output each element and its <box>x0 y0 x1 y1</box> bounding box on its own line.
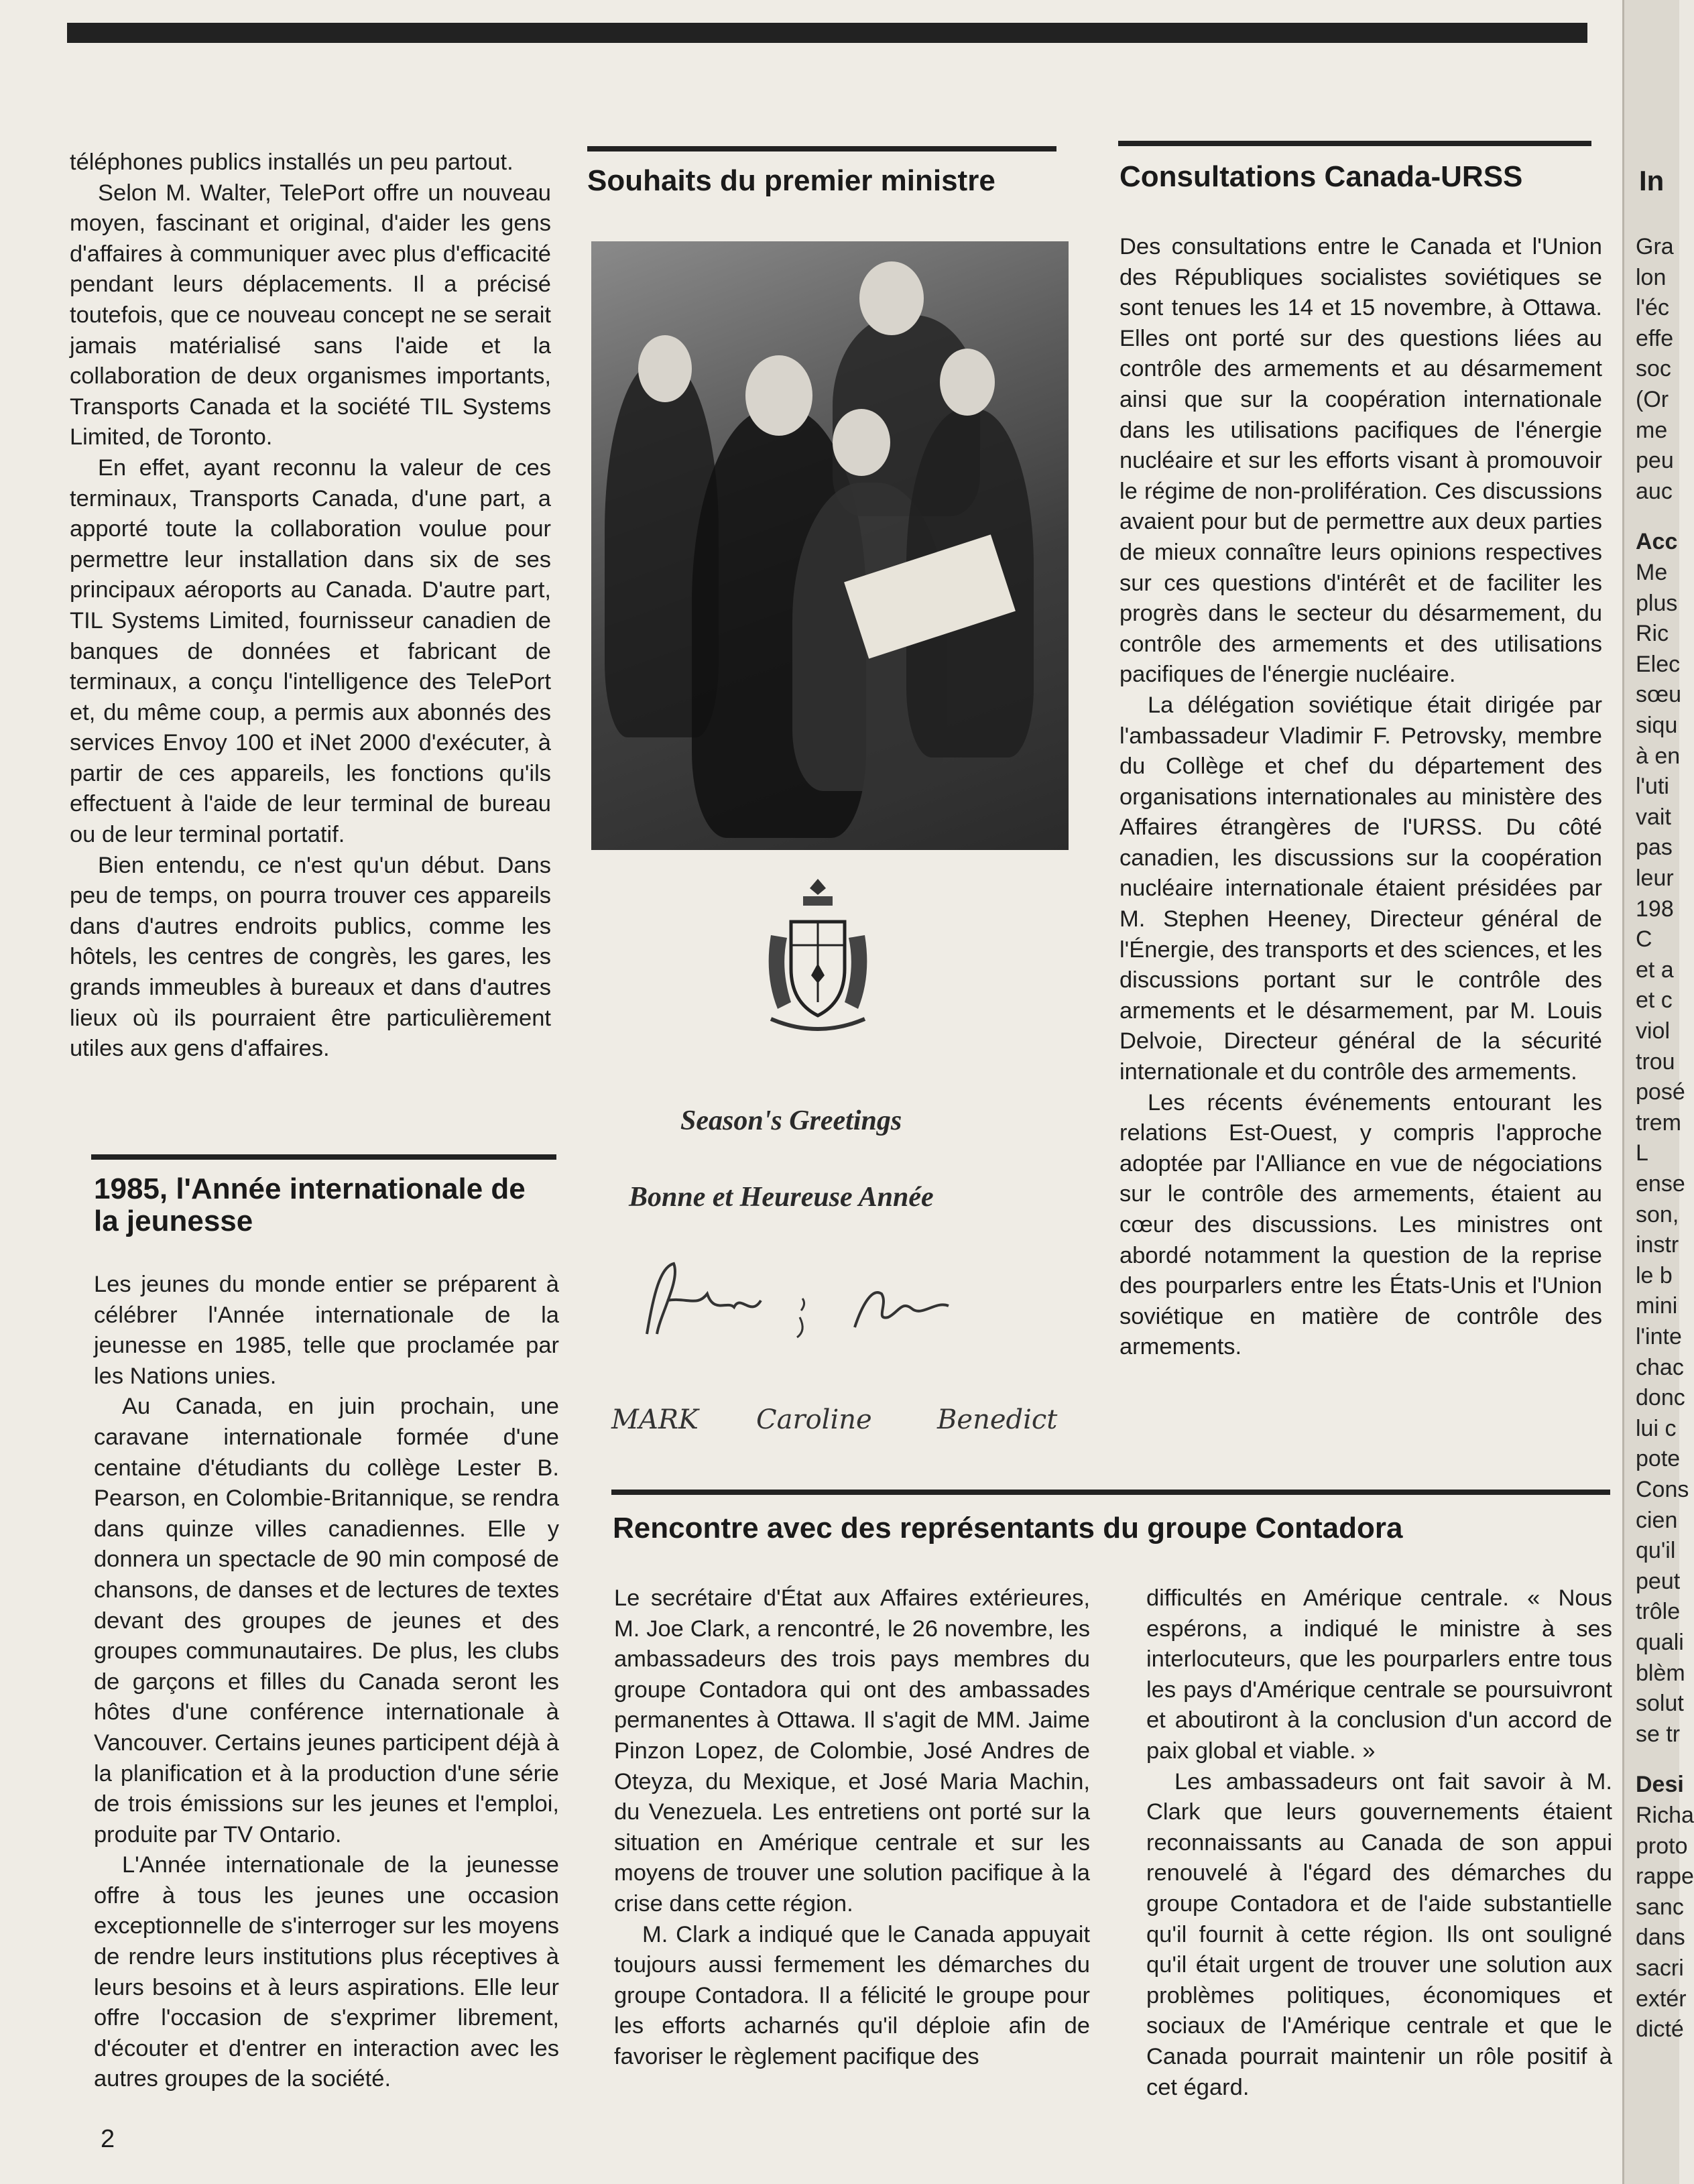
edge-text-line: qu'il <box>1636 1538 1676 1564</box>
family-photo <box>591 241 1069 850</box>
edge-text-line: solut <box>1636 1691 1684 1717</box>
edge-text-line: trem <box>1636 1109 1681 1136</box>
edge-text-line: Richa <box>1636 1803 1694 1828</box>
edge-text-line: et a <box>1636 957 1674 983</box>
paragraph: téléphones publics installés un peu partout. <box>70 149 513 175</box>
edge-text-line: Gra <box>1636 234 1674 259</box>
signature-caroline: Caroline <box>756 1404 872 1435</box>
edge-text-line: trou <box>1636 1048 1675 1075</box>
edge-text-line: auc <box>1636 478 1673 504</box>
edge-heading: In <box>1639 165 1665 196</box>
section-rule <box>91 1154 556 1160</box>
edge-text-line: se tr <box>1636 1721 1681 1747</box>
paragraph: Bien entendu, ce n'est qu'un début. Dans peu de temps, on pourra trouver ces appareils dans d'autres endroits publics, comme les hôtels, les centres de congrès, les gares, les grands immeubles à bureaux et dans d'autres lieux où ils pourraient être particulièrement utiles aux gens d'affaires. <box>70 852 551 1062</box>
edge-text-line: Me <box>1636 560 1668 585</box>
edge-text-line: rappe <box>1636 1864 1694 1890</box>
edge-text-line: 198 <box>1636 896 1674 922</box>
paragraph: difficultés en Amérique centrale. « Nous espérons, a indiqué le ministre à ses interlocuteurs, que les pourparlers entre tous les pays d'Amérique centrale se poursuivront et aboutiront à la conclusion d'un accord de paix global et viable. » <box>1146 1585 1612 1764</box>
edge-text-line: ense <box>1636 1171 1685 1197</box>
signature-benedict: Benedict <box>937 1404 1058 1435</box>
edge-text-line: donc <box>1636 1385 1685 1411</box>
edge-text-line: Elec <box>1636 651 1681 677</box>
edge-text-line: effe <box>1636 325 1674 351</box>
edge-text-line: peu <box>1636 448 1674 474</box>
edge-text-line: quali <box>1636 1630 1684 1655</box>
edge-text-line: extér <box>1636 1986 1687 2012</box>
paragraph: Des consultations entre le Canada et l'Union des Républiques socialistes soviétiques se sont tenues les 14 et 15 novembre, à Ottawa. Elles ont porté sur des questions liées au contrôle des armements et au désarmement ainsi que sur la coopération internationale dans les utilisations pacifiques de l'énergie nucléaire et sur les efforts visant à promouvoir le régime de non-prolifération. Ces discussions avaient pour but de permettre aux deux parties de mieux connaître leurs opinions respectives sur ces questions d'intérêt et de faciliter les progrès dans le secteur du désarmement, du contrôle des armements et des utilisations pacifiques de l'énergie nucléaire. <box>1120 234 1602 688</box>
top-rule <box>67 23 1587 43</box>
edge-text-line: Desi <box>1636 1772 1684 1798</box>
edge-text-line: trôle <box>1636 1599 1681 1625</box>
contadora-col-b <box>1146 1583 1612 2103</box>
section-rule <box>587 146 1056 151</box>
edge-text-line: dicté <box>1636 2016 1684 2043</box>
paragraph: Les jeunes du monde entier se préparent à célébrer l'Année internationale de la jeunesse en 1985, telle que proclamée par les Nations unies. <box>94 1272 559 1389</box>
page-number: 2 <box>101 2125 115 2153</box>
edge-text-line: me <box>1636 417 1668 443</box>
edge-text-line: instr <box>1636 1232 1679 1258</box>
edge-text-line: (Or <box>1636 387 1669 412</box>
section-rule <box>611 1490 1610 1495</box>
edge-text-line: soc <box>1636 356 1671 382</box>
edge-text-line: posé <box>1636 1079 1685 1105</box>
edge-text-line: lui c <box>1636 1415 1677 1441</box>
paragraph: Les ambassadeurs ont fait savoir à M. Clark que leurs gouvernements étaient reconnaissants au Canada de son appui renouvelé à l'égard des démarches du groupe Contadora et de l'aide substantielle qu'il fournit à cette région. Ils ont souligné qu'il était urgent de trouver une solution aux problèmes politiques, économiques et sociaux de l'Amérique centrale et que le Canada pourrait maintenir un rôle positif à cet égard. <box>1146 1768 1612 2100</box>
edge-text-line: sacri <box>1636 1955 1684 1981</box>
edge-text-line: Cons <box>1636 1477 1689 1502</box>
coat-of-arms-emblem <box>751 875 885 1042</box>
edge-text-line: lon <box>1636 264 1667 290</box>
pm-title: Souhaits du premier ministre <box>587 164 995 197</box>
edge-text-line: Ric <box>1636 621 1669 647</box>
edge-text-line: sœu <box>1636 682 1681 708</box>
paragraph: Le secrétaire d'État aux Affaires extérieures, M. Joe Clark, a rencontré, le 26 novembre, les ambassadeurs des trois pays membres du groupe Contadora qui ont des ambassades permanentes à Ottawa. Il s'agit de MM. Jaime Pinzon Lopez, de Colombie, José Andres de Oteyza, du Mexique, et José Maria Machin, du Venezuela. Les entretiens ont porté sur la situation en Amérique centrale et sur les moyens de trouver une solution pacifique à la crise dans cette région. <box>614 1585 1090 1917</box>
paragraph: En effet, ayant reconnu la valeur de ces terminaux, Transports Canada, d'une part, a apporté toute la collaboration voulue pour permettre leur installation dans six de ses principaux aéroports au Canada. D'autre part, TIL Systems Limited, fournisseur canadien de banques de données et fabricant de terminaux, a conçu l'intelligence des TelePort et, du même coup, a permis aux abonnés des services Envoy 100 et iNet 2000 d'exécuter, à partir de ces appareils, les fonctions qu'ils effectuent à l'aide de leur terminal de bureau ou de leur terminal portatif. <box>70 454 551 848</box>
edge-text-line: siqu <box>1636 713 1678 738</box>
youth-article <box>94 1270 559 2095</box>
teleport-article <box>70 147 551 1065</box>
greeting-french: Bonne et Heureuse Année <box>629 1182 934 1213</box>
urss-title: Consultations Canada-URSS <box>1120 160 1523 193</box>
edge-text-line: dans <box>1636 1925 1685 1951</box>
paragraph: M. Clark a indiqué que le Canada appuyait toujours aussi fermement les démarches du groupe Contadora. Il a félicité le groupe pour les efforts acharnés qu'il déploie afin de favoriser le règlement pacifique des <box>614 1921 1090 2069</box>
handwritten-signature <box>633 1254 982 1347</box>
edge-text-line: L <box>1636 1140 1648 1166</box>
edge-text-line: son, <box>1636 1201 1679 1227</box>
edge-text-line: Acc <box>1636 529 1678 555</box>
edge-text-line: à en <box>1636 743 1681 769</box>
edge-text-line: proto <box>1636 1833 1688 1859</box>
edge-text-line: viol <box>1636 1018 1671 1044</box>
greeting-english: Season's Greetings <box>680 1105 902 1136</box>
edge-text-line: et c <box>1636 987 1673 1014</box>
paragraph: La délégation soviétique était dirigée par l'ambassadeur Vladimir F. Petrovsky, membre du Collège et chef du département des organisations internationales au ministère des Affaires étrangères de l'URSS. Du côté canadien, les discussions sur la coopération nucléaire internationale étaient présidées par M. Stephen Heeney, Directeur général de l'Énergie, des transports et des sciences, et les discussions portant sur le contrôle des armements et le désarmement, par M. Louis Delvoie, Directeur général de la sécurité internationale et du contrôle des armements. <box>1120 692 1602 1085</box>
urss-article <box>1120 232 1602 1363</box>
contadora-col-a <box>614 1583 1090 2073</box>
paragraph: Au Canada, en juin prochain, une caravane internationale formée d'une centaine d'étudiants du collège Lester B. Pearson, en Colombie-Britannique, se rendra dans quinze villes canadiennes. Elle y donnera un spectacle de 90 min composé de chansons, de danses et de lectures de textes devant des groupes de jeunes et des groupes communautaires. De plus, les clubs de garçons et filles du Canada seront les hôtes d'une conférence internationale à Vancouver. Certains jeunes participent déjà à la planification et à la production d'une série de trois émissions sur les jeunes et l'emploi, produite par TV Ontario. <box>94 1394 559 1847</box>
edge-text-line: l'uti <box>1636 774 1669 800</box>
edge-text-line: chac <box>1636 1354 1684 1380</box>
edge-text-line: leur <box>1636 865 1674 891</box>
paragraph: L'Année internationale de la jeunesse offre à tous les jeunes une occasion exceptionnelle de s'interroger sur les moyens de rendre leurs institutions plus réceptives à leurs besoins et à leurs aspirations. Elle leur offre l'occasion de s'exprimer librement, d'écouter et d'entrer en interaction avec les autres groupes de la société. <box>94 1852 559 2092</box>
edge-text-line: sanc <box>1636 1894 1684 1920</box>
edge-text-line: pote <box>1636 1446 1681 1472</box>
edge-text-line: cien <box>1636 1507 1678 1533</box>
edge-text-line: vait <box>1636 804 1671 830</box>
edge-text-line: mini <box>1636 1293 1678 1319</box>
edge-text-line: l'éc <box>1636 295 1669 321</box>
paragraph: Selon M. Walter, TelePort offre un nouveau moyen, fascinant et original, d'aider les gens d'affaires à communiquer avec plus d'efficacité pendant leurs déplacements. Il a précisé toutefois, que ce nouveau concept ne se serait jamais matérialisé sans l'aide et la collaboration de deux organismes importants, Transports Canada et la société TIL Systems Limited, de Toronto. <box>70 180 551 450</box>
signature-mark: MARK <box>611 1404 699 1435</box>
contadora-title: Rencontre avec des représentants du groupe Contadora <box>613 1512 1403 1544</box>
paragraph: Les récents événements entourant les relations Est-Ouest, y compris l'approche adoptée par l'Alliance en vue de négociations sur le contrôle des armements, étaient au cœur des discussions. Les ministres ont abordé notamment la question de la reprise des pourparlers entre les États-Unis et l'Union soviétique en matière de contrôle des armements. <box>1120 1089 1602 1360</box>
edge-text-line: C <box>1636 926 1652 953</box>
edge-text-line: le b <box>1636 1262 1673 1288</box>
section-rule <box>1118 141 1591 146</box>
edge-text-line: pas <box>1636 835 1673 861</box>
edge-text-line: plus <box>1636 590 1678 616</box>
youth-title: 1985, l'Année internationale de la jeunesse <box>94 1172 526 1237</box>
edge-text-line: peut <box>1636 1568 1681 1594</box>
edge-text-line: blèm <box>1636 1660 1685 1686</box>
edge-text-line: l'inte <box>1636 1324 1682 1349</box>
